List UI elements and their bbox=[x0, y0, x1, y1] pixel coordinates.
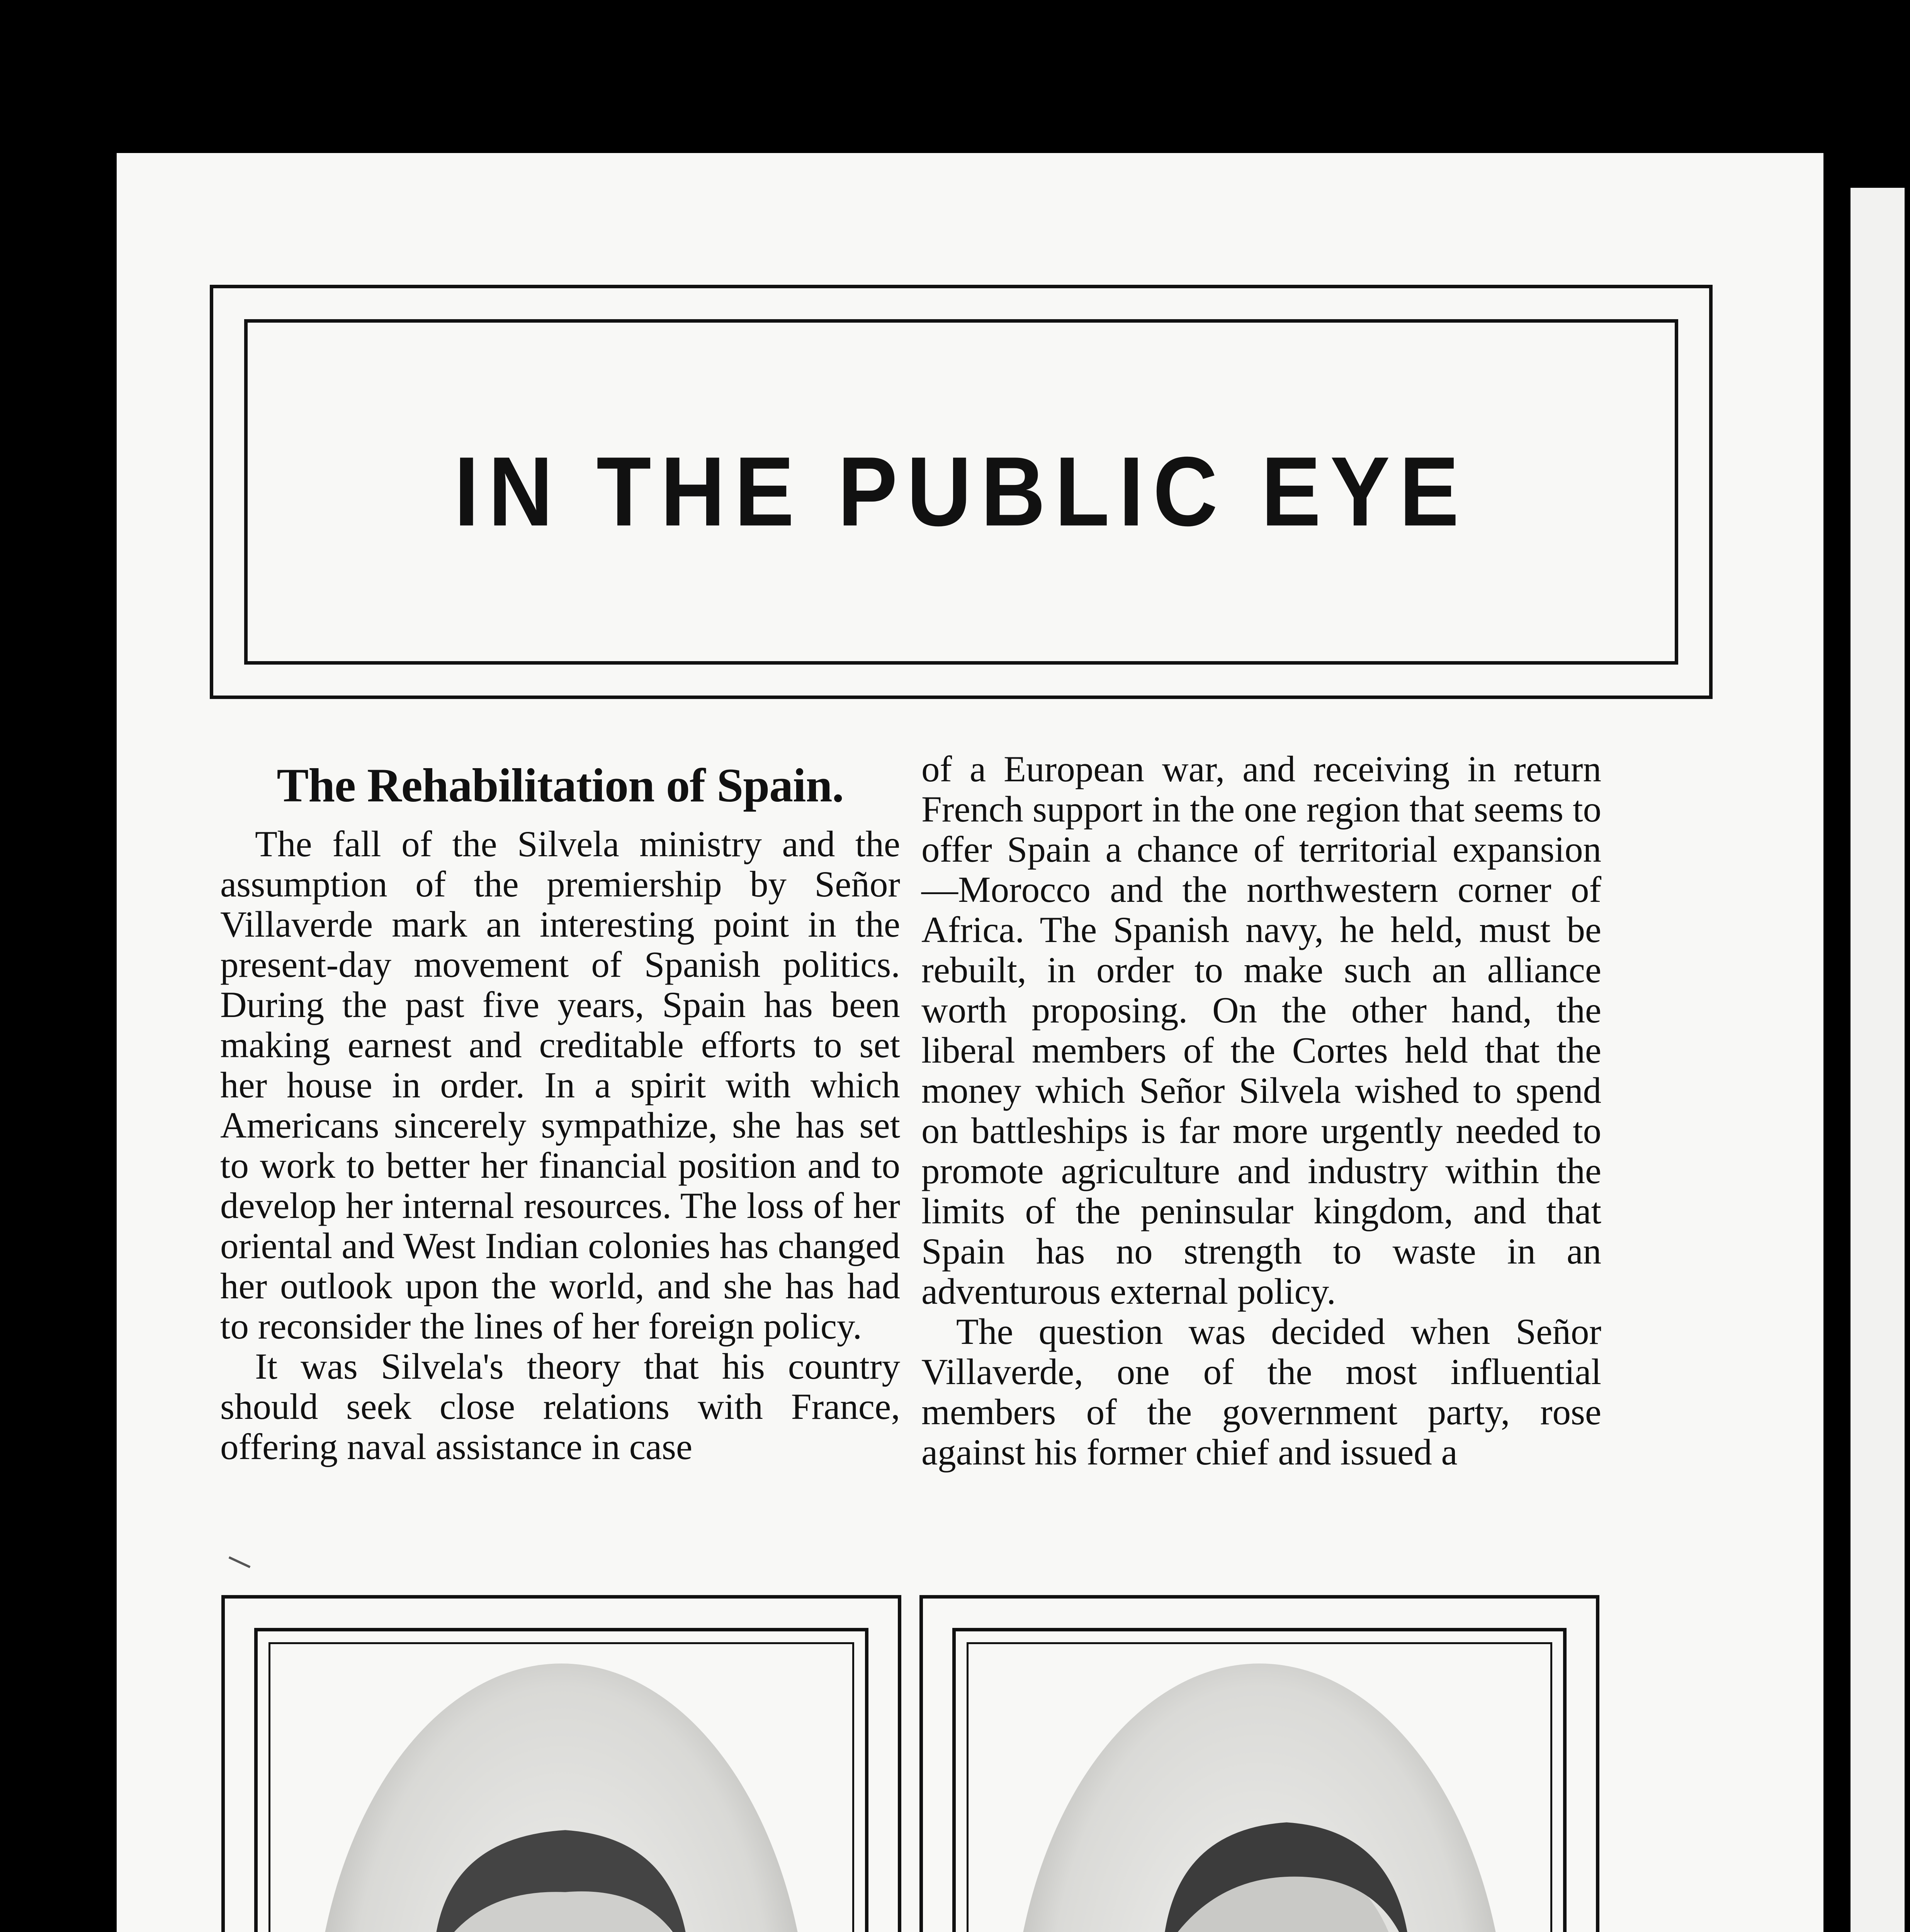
portrait-frame-khuen-hedervary bbox=[919, 1595, 1599, 1932]
portrait-khuen-hedervary bbox=[969, 1644, 1550, 1932]
masthead-box bbox=[210, 285, 1713, 699]
article-column-left bbox=[220, 749, 900, 1467]
article-paragraph: of a European war, and receiving in return French support in the one region that seems to offer Spain a chance of territorial expansion—Morocco and the northwestern corner of Africa. The Spanish navy, he held, must be rebuilt, in order to make such an alliance worth proposing. On the other hand, the liberal members of the Cortes held that the money which Señor Silvela wished to spend on battleships is far more urgently needed to promote agriculture and industry within the limits of the peninsular kingdom, and that Spain has no strength to waste in an adventurous external policy. bbox=[921, 748, 1601, 1312]
article-paragraph: The question was decided when Señor Villaverde, one of the most influential members of the government party, rose against his former chief and issued a bbox=[921, 1311, 1601, 1473]
article-heading: The Rehabilitation of Spain. bbox=[277, 759, 844, 812]
masthead-title: IN THE PUBLIC EYE bbox=[454, 437, 1468, 547]
portrait-frame-villaverde bbox=[221, 1595, 901, 1932]
portrait-villaverde bbox=[270, 1644, 852, 1932]
article-paragraph: The fall of the Silvela ministry and the assumption of the premiership by Señor Villaverde mark an interesting point in the present-day movement of Spanish politics. During the past five years, Spain has been making earnest and creditable efforts to set her house in order. In a spirit with which Americans sincerely sympathize, she has set to work to better her financial position and to develop her internal resources. The loss of her oriental and West Indian colonies has changed her outlook upon the world, and she has had to reconsider the lines of her foreign policy. bbox=[220, 823, 900, 1347]
adjacent-page-edge bbox=[1839, 153, 1910, 1932]
article-column-right bbox=[921, 749, 1601, 1472]
article-paragraph: It was Silvela's theory that his country should seek close relations with France, offering naval assistance in case bbox=[220, 1346, 900, 1467]
